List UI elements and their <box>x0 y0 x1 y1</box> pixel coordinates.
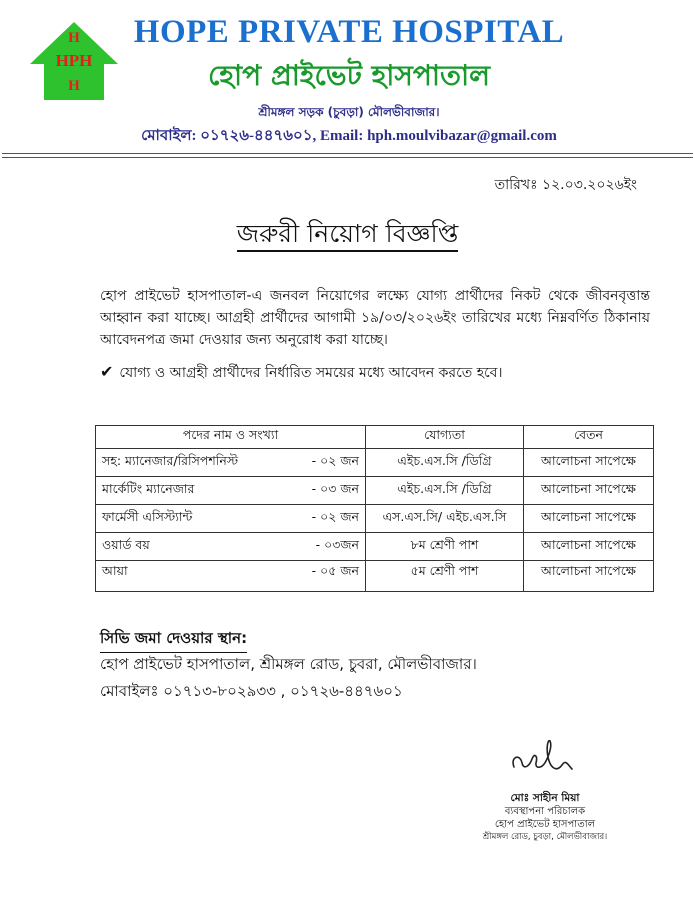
table-header-qualification: যোগ্যতা <box>366 426 524 449</box>
cv-submission-mobile: মোবাইলঃ ০১৭১৩-৮০২৯৩৩ , ০১৭২৬-৪৪৭৬০১ <box>100 682 403 700</box>
header-divider-bottom <box>2 157 693 158</box>
signatory-organization: হোপ প্রাইভেট হাসপাতাল <box>494 819 596 830</box>
position-count: - ০৫ জন <box>311 563 359 579</box>
notice-intro: হোপ প্রাইভেট হাসপাতাল-এ জনবল নিয়োগের লক্ষ্যে যোগ্য প্রার্থীদের নিকট থেকে জীবনবৃত্তান্ত আহ্বান করা যাচ্ছে। আগ্রহী প্রার্থীদের আগামী ১৯/০৩/২০২৬ইং তারিখের মধ্যে নিম্নবর্ণিত ঠিকানায় আবেদনপত্র জমা দেওয়ার জন্য অনুরোধ করা যাচ্ছে। <box>100 288 650 348</box>
cv-submission-address: হোপ প্রাইভেট হাসপাতাল, শ্রীমঙ্গল রোড, চুবরা, মৌলভীবাজার। <box>100 655 477 673</box>
signatory-name: মোঃ সাহীন মিয়া <box>510 792 580 804</box>
qualification-cell: ৫ম শ্রেণী পাশ <box>366 561 524 592</box>
salary-cell: আলোচনা সাপেক্ষে <box>524 505 654 533</box>
salary-cell: আলোচনা সাপেক্ষে <box>524 533 654 561</box>
position-name: ওয়ার্ড বয় <box>102 536 150 552</box>
position-name: আয়া <box>102 563 128 579</box>
check-mark-icon: ✔ <box>100 362 114 381</box>
table-row <box>96 561 654 592</box>
table-row <box>96 505 654 533</box>
position-count: - ০৩ জন <box>311 480 359 496</box>
salary-cell: আলোচনা সাপেক্ষে <box>524 449 654 477</box>
position-count: - ০৩জন <box>315 536 359 552</box>
qualification-cell: এইচ.এস.সি /ডিগ্রি <box>366 477 524 505</box>
salary-cell: আলোচনা সাপেক্ষে <box>524 561 654 592</box>
qualification-cell: ৮ম শ্রেণী পাশ <box>366 533 524 561</box>
logo-letter-bottom: H <box>68 78 80 94</box>
position-name: ফার্মেসী এসিস্ট্যান্ট <box>102 508 193 524</box>
logo-letter-top: H <box>68 30 80 46</box>
position-count: - ০২ জন <box>311 508 359 524</box>
notice-date: তারিখঃ ১২.০৩.২০২৬ইং <box>494 177 637 193</box>
position-cell <box>96 533 366 561</box>
position-count: - ০২ জন <box>311 452 359 468</box>
table-header-salary: বেতন <box>524 426 654 449</box>
hospital-contact: মোবাইল: ০১৭২৬-৪৪৭৬০১, Email: hph.moulvibazar@gmail.com <box>141 128 557 144</box>
cv-submission-heading: সিভি জমা দেওয়ার স্থান: <box>100 627 247 653</box>
position-cell <box>96 449 366 477</box>
notice-note <box>100 361 660 385</box>
header-divider-top <box>2 153 693 154</box>
table-header-position: পদের নাম ও সংখ্যা <box>96 426 366 449</box>
hospital-name-en: HOPE PRIVATE HOSPITAL <box>133 14 565 50</box>
table-header-row <box>96 426 654 449</box>
qualification-cell: এইচ.এস.সি /ডিগ্রি <box>366 449 524 477</box>
position-cell <box>96 561 366 592</box>
hospital-logo <box>28 20 120 102</box>
signatory-address: শ্রীমঙ্গল রোড, চুবড়া, মৌলভীবাজার। <box>482 832 608 842</box>
hospital-name-bn: হোপ প্রাইভেট হাসপাতাল <box>207 59 491 92</box>
position-name: মার্কেটিং ম্যানেজার <box>102 480 195 496</box>
notice-title <box>0 214 695 257</box>
signature-scribble <box>506 735 586 785</box>
position-name: সহ: ম্যানেজার/রিসিপশনিস্ট <box>102 452 239 468</box>
logo-text: HPH <box>55 51 93 70</box>
notice-title-text: জরুরী নিয়োগ বিজ্ঞপ্তি <box>237 219 459 252</box>
hospital-address: শ্রীমঙ্গল সড়ক (চুবড়া) মৌলভীবাজার। <box>258 105 440 119</box>
qualification-cell: এস.এস.সি/ এইচ.এস.সি <box>366 505 524 533</box>
position-cell <box>96 477 366 505</box>
salary-cell: আলোচনা সাপেক্ষে <box>524 477 654 505</box>
table-row <box>96 449 654 477</box>
table-row <box>96 477 654 505</box>
notice-note-text: যোগ্য ও আগ্রহী প্রার্থীদের নির্ধারিত সময়ের মধ্যে আবেদন করতে হবে। <box>119 365 503 381</box>
job-table <box>95 425 654 592</box>
table-row <box>96 533 654 561</box>
signature-block <box>460 792 630 844</box>
signatory-designation: ব্যবস্থাপনা পরিচালক <box>504 806 586 817</box>
position-cell <box>96 505 366 533</box>
